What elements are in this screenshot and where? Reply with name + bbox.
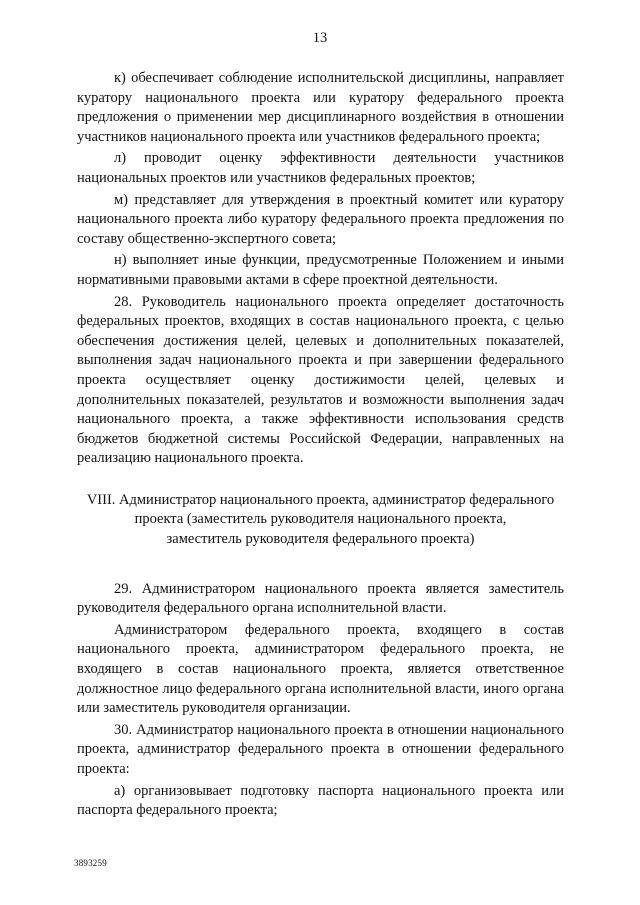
paragraph-29-continued: Администратором федерального проекта, входящего в состав национального проекта, администратором федерального проекта, не входящего в состав национального проекта, является ответственное должностное лицо федерального органа исполнительной власти, иного органа или заместитель руководителя организации. <box>77 621 564 717</box>
section-heading-line: заместитель руководителя федерального проекта) <box>166 531 475 548</box>
paragraph-item-l: л) проводит оценку эффективности деятельности участников национальных проектов или участников федеральных проектов; <box>77 150 564 186</box>
section-heading <box>77 491 564 550</box>
section-heading-line: VIII. Администратор национального проекта, администратор федерального <box>86 491 555 508</box>
paragraph-30: 30. Администратор национального проекта в отношении национального проекта, администратор федерального проекта в отношении федерального проекта: <box>77 721 564 777</box>
page-number: 13 <box>312 30 328 46</box>
paragraph-29: 29. Администратором национального проекта является заместитель руководителя федерального органа исполнительной власти. <box>77 580 564 617</box>
paragraph-28: 28. Руководитель национального проекта определяет достаточность федеральных проектов, входящих в состав национального проекта, с целью обеспечения достижения целей, целевых и дополнительных показателей, выполнения задач национального проекта и при завершении федерального проекта осуществляет оценку достижимости целей, целевых и дополнительных показателей, результатов и возможности выполнения задач национального проекта, а также эффективности использования средств бюджетов бюджетной системы Российской Федерации, направленных на реализацию национального проекта. <box>77 293 564 467</box>
document-body <box>77 69 564 821</box>
paragraph-item-k: к) обеспечивает соблюдение исполнительской дисциплины, направляет куратору национального проекта или куратору федерального проекта предложения о применении мер дисциплинарного воздействия в отношении участников национального проекта или участников федерального проекта; <box>77 70 564 145</box>
paragraph-item-n: н) выполняет иные функции, предусмотренные Положением и иными нормативными правовыми актами в сфере проектной деятельности. <box>77 252 564 288</box>
section-heading-line: проекта (заместитель руководителя национального проекта, <box>134 511 507 528</box>
paragraph-item-a: а) организовывает подготовку паспорта национального проекта или паспорта федерального проекта; <box>77 782 564 819</box>
document-code: 3893259 <box>74 858 107 868</box>
paragraph-item-m: м) представляет для утверждения в проектный комитет или куратору национального проекта либо куратору федерального проекта предложения по составу общественно-экспертного совета; <box>77 191 564 247</box>
